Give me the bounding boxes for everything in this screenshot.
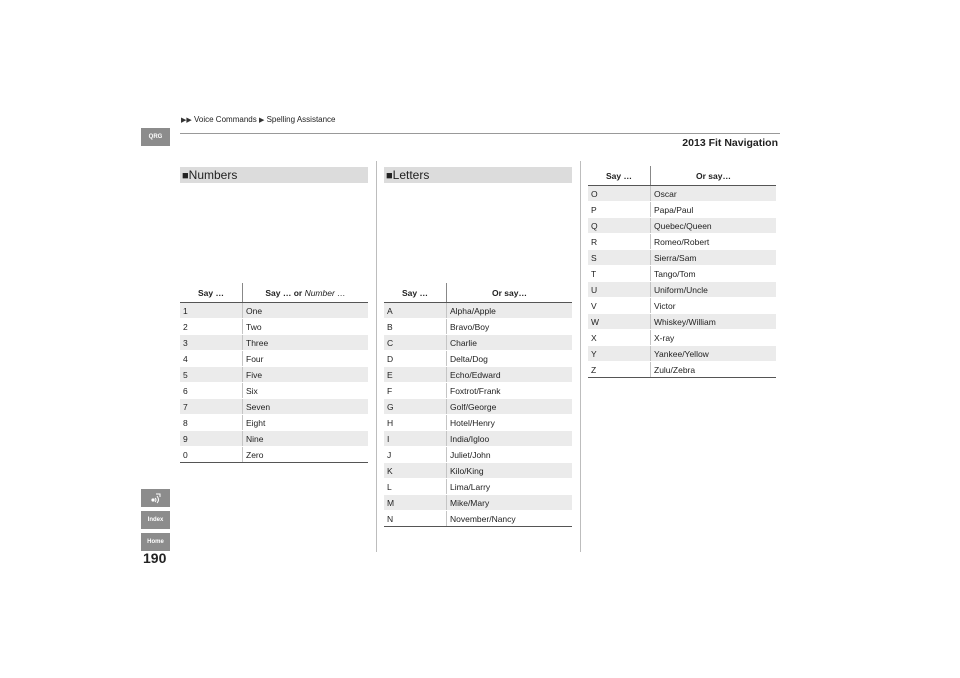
home-button[interactable]: Home (141, 533, 170, 551)
phrase-cell: Zero (243, 447, 369, 463)
phrase-cell: Romeo/Robert (651, 234, 777, 250)
say-cell: 9 (180, 431, 243, 447)
phrase-cell: Three (243, 335, 369, 351)
letters-section (384, 167, 572, 527)
say-cell: D (384, 351, 447, 367)
say-cell: Z (588, 362, 651, 378)
phrase-cell: One (243, 303, 369, 319)
phrase-cell: Bravo/Boy (447, 319, 573, 335)
phrase-cell: Lima/Larry (447, 479, 573, 495)
table-row (588, 298, 776, 314)
square-bullet-icon: ■ (386, 170, 393, 182)
table-row (180, 303, 368, 319)
say-cell: 6 (180, 383, 243, 399)
say-cell: 4 (180, 351, 243, 367)
table-row (588, 202, 776, 218)
phrase-cell: Alpha/Apple (447, 303, 573, 319)
say-cell: 8 (180, 415, 243, 431)
phrase-cell: X-ray (651, 330, 777, 346)
table-row (180, 447, 368, 463)
table-row (588, 314, 776, 330)
say-cell: U (588, 282, 651, 298)
table-row (180, 319, 368, 335)
letters-table-a-n (384, 283, 572, 527)
breadcrumb-level1[interactable]: Voice Commands (194, 115, 257, 124)
col-say: Say … (588, 166, 651, 186)
col-say-or-number: Say … or Number … (243, 283, 369, 303)
phrase-cell: Yankee/Yellow (651, 346, 777, 362)
phrase-cell: Charlie (447, 335, 573, 351)
table-row (180, 335, 368, 351)
say-cell: I (384, 431, 447, 447)
column-divider (376, 161, 377, 552)
phrase-cell: Mike/Mary (447, 495, 573, 511)
triangle-right-icon: ▶▶ (181, 117, 192, 124)
column-divider (580, 161, 581, 552)
table-row (384, 367, 572, 383)
table-row (384, 511, 572, 527)
say-cell: L (384, 479, 447, 495)
phrase-cell: Quebec/Queen (651, 218, 777, 234)
letters-continued-section (588, 166, 776, 378)
col-say: Say … (384, 283, 447, 303)
say-cell: 2 (180, 319, 243, 335)
table-row (588, 330, 776, 346)
say-cell: A (384, 303, 447, 319)
header-rule (180, 133, 780, 134)
phrase-cell: November/Nancy (447, 511, 573, 527)
say-cell: 3 (180, 335, 243, 351)
say-cell: F (384, 383, 447, 399)
phrase-cell: Eight (243, 415, 369, 431)
col-say: Say … (180, 283, 243, 303)
table-row (384, 303, 572, 319)
table-row (588, 218, 776, 234)
table-row (588, 250, 776, 266)
phrase-cell: Six (243, 383, 369, 399)
square-bullet-icon: ■ (182, 170, 189, 182)
table-row (588, 346, 776, 362)
phrase-cell: Hotel/Henry (447, 415, 573, 431)
say-cell: X (588, 330, 651, 346)
table-row (588, 266, 776, 282)
say-cell: Q (588, 218, 651, 234)
table-row (588, 362, 776, 378)
table-row (384, 335, 572, 351)
phrase-cell: Juliet/John (447, 447, 573, 463)
say-cell: M (384, 495, 447, 511)
say-cell: K (384, 463, 447, 479)
table-row (384, 463, 572, 479)
breadcrumb (181, 115, 336, 124)
say-cell: Y (588, 346, 651, 362)
phrase-cell: Foxtrot/Frank (447, 383, 573, 399)
numbers-heading: ■Numbers (180, 167, 368, 183)
phrase-cell: Victor (651, 298, 777, 314)
say-cell: E (384, 367, 447, 383)
phrase-cell: Two (243, 319, 369, 335)
say-cell: R (588, 234, 651, 250)
page-number: 190 (143, 550, 167, 566)
table-row (384, 431, 572, 447)
say-cell: N (384, 511, 447, 527)
breadcrumb-level2[interactable]: Spelling Assistance (266, 115, 336, 124)
table-row (384, 415, 572, 431)
phrase-cell: Whiskey/William (651, 314, 777, 330)
phrase-cell: Echo/Edward (447, 367, 573, 383)
phrase-cell: India/Igloo (447, 431, 573, 447)
say-cell: V (588, 298, 651, 314)
numbers-section (180, 167, 368, 463)
table-row (180, 431, 368, 447)
table-row (588, 186, 776, 202)
table-row (384, 319, 572, 335)
table-row (180, 383, 368, 399)
say-cell: B (384, 319, 447, 335)
voice-icon (150, 492, 162, 504)
triangle-right-icon: ▶ (258, 117, 265, 124)
table-row (588, 282, 776, 298)
say-cell: 0 (180, 447, 243, 463)
table-row (588, 234, 776, 250)
phrase-cell: Golf/George (447, 399, 573, 415)
qrg-button[interactable]: QRG (141, 128, 170, 146)
phrase-cell: Zulu/Zebra (651, 362, 777, 378)
say-cell: H (384, 415, 447, 431)
table-row (384, 479, 572, 495)
table-row (384, 399, 572, 415)
table-row (384, 351, 572, 367)
say-cell: 1 (180, 303, 243, 319)
table-row (180, 351, 368, 367)
phrase-cell: Nine (243, 431, 369, 447)
table-row (180, 415, 368, 431)
table-row (180, 399, 368, 415)
say-cell: S (588, 250, 651, 266)
phrase-cell: Kilo/King (447, 463, 573, 479)
phrase-cell: Tango/Tom (651, 266, 777, 282)
say-cell: W (588, 314, 651, 330)
say-cell: 5 (180, 367, 243, 383)
voice-command-button[interactable] (141, 489, 170, 507)
phrase-cell: Uniform/Uncle (651, 282, 777, 298)
say-cell: C (384, 335, 447, 351)
phrase-cell: Delta/Dog (447, 351, 573, 367)
phrase-cell: Oscar (651, 186, 777, 202)
index-button[interactable]: Index (141, 511, 170, 529)
table-row (180, 367, 368, 383)
letters-heading: ■Letters (384, 167, 572, 183)
table-row (384, 383, 572, 399)
phrase-cell: Seven (243, 399, 369, 415)
say-cell: O (588, 186, 651, 202)
phrase-cell: Papa/Paul (651, 202, 777, 218)
table-row (384, 495, 572, 511)
col-or-say: Or say… (447, 283, 573, 303)
phrase-cell: Five (243, 367, 369, 383)
say-cell: J (384, 447, 447, 463)
col-or-say: Or say… (651, 166, 777, 186)
doc-title: 2013 Fit Navigation (682, 137, 778, 149)
say-cell: G (384, 399, 447, 415)
say-cell: T (588, 266, 651, 282)
say-cell: 7 (180, 399, 243, 415)
letters-table-o-z (588, 166, 776, 378)
say-cell: P (588, 202, 651, 218)
phrase-cell: Four (243, 351, 369, 367)
table-row (384, 447, 572, 463)
phrase-cell: Sierra/Sam (651, 250, 777, 266)
numbers-table (180, 283, 368, 463)
